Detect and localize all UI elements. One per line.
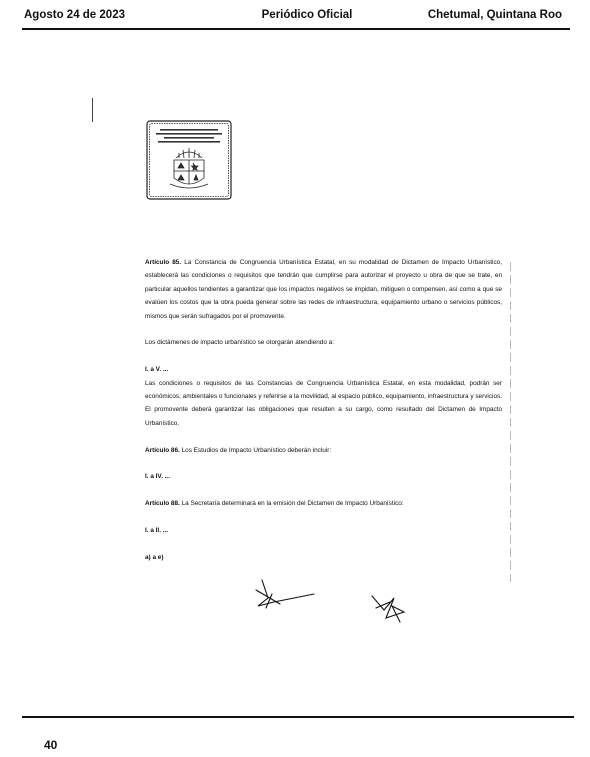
coat-of-arms-icon [170,148,208,188]
header-publication: Periódico Oficial [261,9,353,21]
page-header [24,9,562,25]
signature-left [250,576,320,612]
article-86-text: Los Estudios de Impacto Urbanístico deberán incluir: [179,446,332,454]
signature-right [366,590,412,626]
incisos: a) a e) [145,553,164,561]
header-place: Chetumal, Quintana Roo [427,9,562,21]
condiciones-paragraph: Las condiciones o requisitos de las Constancias de Congruencia Urbanística Estatal, en esta modalidad, podrán ser económicos, ambientales o funcionales y referirse a la movilidad, al espacio público, equipamiento, infraestructura y servicios. El promovente deberá garantizar las obligaciones que resulten a su cargo, como resultado del Dictamen de Impacto Urbanístico. [145,379,502,427]
article-88-text: La Secretaría determinará en la emisión del Dictamen de Impacto Urbanístico: [179,500,404,508]
article-88-label: Artículo 88. [145,500,180,508]
header-date: Agosto 24 de 2023 [24,9,125,21]
fractions-i-iv: I. a IV. ... [145,473,170,481]
article-85 [145,256,502,323]
scan-margin-line [510,262,511,582]
article-86-label: Artículo 86. [145,446,180,454]
fractions-i-v: I. a V. ... [145,366,169,374]
footer-rule [22,716,574,718]
dictamenes-paragraph: Los dictámenes de impacto urbanístico se otorgarán atendiendo a: [145,339,334,347]
page-number: 40 [44,738,58,752]
article-86 [145,444,502,457]
margin-mark [92,98,93,122]
fractions-i-ii: I. a II. ... [145,527,169,535]
seal-text-lines [156,129,222,143]
article-88 [145,497,502,510]
article-85-label: Artículo 85. [145,259,182,266]
official-seal-stamp [146,120,232,200]
article-85-text: La Constancia de Congruencia Urbanística Estatal, en su modalidad de Dictamen de Impacto Urbanístico, establecerá las condiciones o requisitos que tendrán que cumplirse para autorizar el proyecto u obra de que se trate, en particular aquellos tendientes a garantizar que los impactos negativos se impidan, mitiguen o compensen, así como a que se evalúen los costos que la obra pueda generar sobre las redes de infraestructura, equipamiento urbano o servicios públicos, mismos que serán sufragados por el promovente. [145,259,502,320]
document-body [145,256,502,564]
header-rule [22,28,570,30]
